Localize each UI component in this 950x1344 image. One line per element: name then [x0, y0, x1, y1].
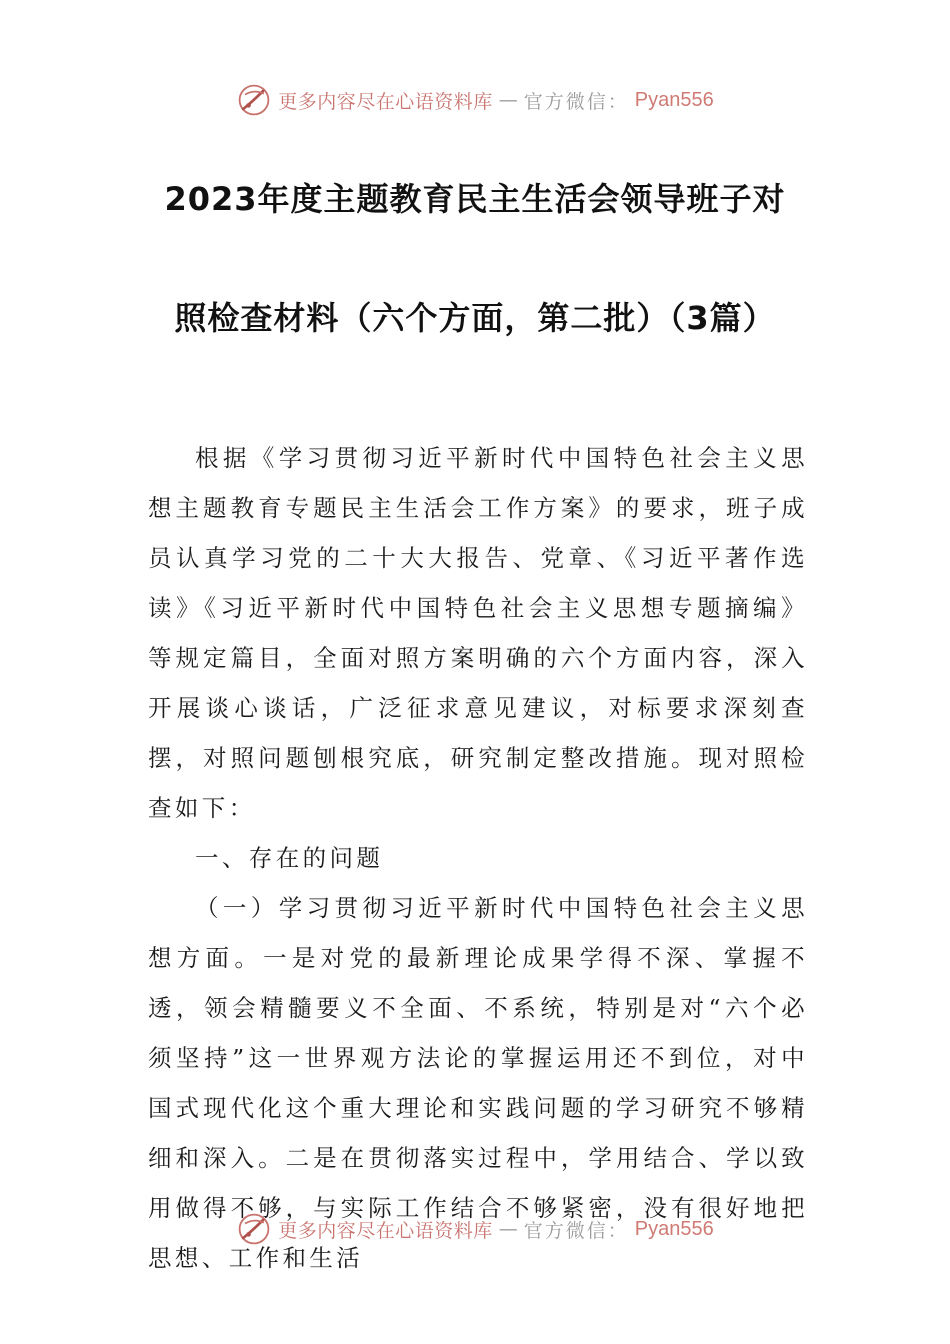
banner-wechat-id: Pyan556: [634, 88, 714, 111]
pen-logo-icon: [236, 82, 272, 118]
header-watermark-banner: [0, 78, 950, 122]
pen-logo-icon: [236, 1211, 272, 1247]
footer-watermark-banner: [0, 1207, 950, 1251]
banner-separator: —: [498, 89, 518, 111]
body-paragraph-section-1: （一）学习贯彻习近平新时代中国特色社会主义思想方面。一是对党的最新理论成果学得不深、掌握不透，领会精髓要义不全面、不系统，特别是对“六个必须坚持”这一世界观方法论的掌握运用还不到位，对中国式现代化这个重大理论和实践问题的学习研究不够精细和深入。二是在贯彻落实过程中，学用结合、学以致用做得不够，与实际工作结合不够紧密，没有很好地把思想、工作和生活: [148, 894, 808, 1272]
banner-official-label: 官方微信：: [523, 90, 629, 113]
banner-text: 更多内容尽在心语资料库: [278, 90, 493, 113]
document-title-line-1: 2023年度主题教育民主生活会领导班子对: [164, 180, 786, 218]
body-paragraph-intro: 根据《学习贯彻习近平新时代中国特色社会主义思想主题教育专题民主生活会工作方案》的要求，班子成员认真学习党的二十大大报告、党章、《习近平著作选读》《习近平新时代中国特色社会主义思想专题摘编》等规定篇目，全面对照方案明确的六个方面内容，深入开展谈心谈话，广泛征求意见建议，对标要求深刻查摆，对照问题刨根究底，研究制定整改措施。现对照检查如下：: [148, 444, 808, 822]
banner-text: 更多内容尽在心语资料库: [278, 1219, 493, 1242]
document-body: [148, 433, 808, 1283]
banner-separator: —: [498, 1218, 518, 1240]
document-title-line-2: 照检查材料（六个方面，第二批）（3篇）: [174, 299, 776, 337]
section-heading: 一、存在的问题: [195, 844, 384, 872]
banner-official-label: 官方微信：: [523, 1219, 629, 1242]
banner-wechat-id: Pyan556: [634, 1217, 714, 1240]
